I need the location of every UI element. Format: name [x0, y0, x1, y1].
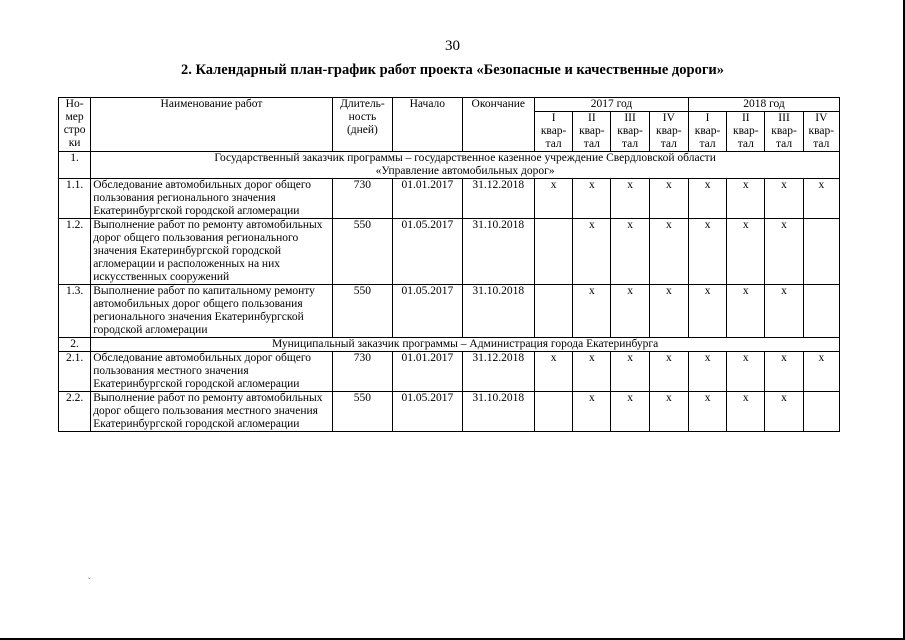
start-date: 01.05.2017	[393, 285, 462, 338]
work-name: Выполнение работ по капитальному ремонту автомобильных дорог общего пользования регионального значения Екатеринбургской городской агломерации	[91, 285, 333, 338]
schedule-table	[58, 97, 840, 432]
table-header	[59, 98, 840, 152]
duration-cell: 550	[332, 219, 392, 285]
duration-cell: 550	[332, 392, 392, 432]
quarter-mark-5: x	[688, 219, 726, 285]
quarter-mark-5: x	[688, 392, 726, 432]
work-name: Обследование автомобильных дорог общего пользования местного значения Екатеринбургской городской агломерации	[91, 352, 333, 392]
document-title: 2. Календарный план-график работ проекта «Безопасные и качественные дороги»	[180, 62, 725, 78]
quarter-mark-6: x	[727, 352, 765, 392]
quarter-header-8: IV квар- тал	[803, 112, 839, 152]
start-date: 01.01.2017	[393, 179, 462, 219]
quarter-mark-3: x	[611, 392, 649, 432]
row-number: 2.2.	[59, 392, 91, 432]
table-row	[59, 285, 840, 338]
quarter-mark-6: x	[727, 285, 765, 338]
work-name: Обследование автомобильных дорог общего пользования регионального значения Екатеринбургской городской агломерации	[91, 179, 333, 219]
work-name: Выполнение работ по ремонту автомобильных дорог общего пользования местного значения Екатеринбургской городской агломерации	[91, 392, 333, 432]
quarter-mark-1: x	[535, 352, 573, 392]
row-number: 1.3.	[59, 285, 91, 338]
row-number: 1.1.	[59, 179, 91, 219]
quarter-header-1: I квар- тал	[535, 112, 573, 152]
section-title: Муниципальный заказчик программы – Администрация города Екатеринбурга	[91, 338, 840, 352]
section-number: 1.	[59, 152, 91, 179]
quarter-mark-2: x	[573, 285, 611, 338]
quarter-mark-6: x	[727, 219, 765, 285]
duration-cell: 550	[332, 285, 392, 338]
end-date: 31.10.2018	[462, 285, 534, 338]
header-start: Начало	[393, 98, 462, 152]
quarter-mark-3: x	[611, 219, 649, 285]
page-number: 30	[445, 38, 460, 54]
start-date: 01.05.2017	[393, 392, 462, 432]
quarter-mark-6: x	[727, 392, 765, 432]
quarter-mark-8: x	[803, 352, 839, 392]
row-number: 2.1.	[59, 352, 91, 392]
header-year-2017: 2017 год	[535, 98, 689, 112]
quarter-mark-2: x	[573, 392, 611, 432]
quarter-mark-5: x	[688, 179, 726, 219]
quarter-mark-4: x	[649, 285, 688, 338]
section-number: 2.	[59, 338, 91, 352]
quarter-mark-8	[803, 392, 839, 432]
section-row	[59, 338, 840, 352]
section-row	[59, 152, 840, 179]
table-row	[59, 219, 840, 285]
quarter-header-2: II квар- тал	[573, 112, 611, 152]
quarter-mark-4: x	[649, 352, 688, 392]
section-title: Государственный заказчик программы – государственное казенное учреждение Свердловской области «Управление автомобильных дорог»	[91, 152, 840, 179]
quarter-mark-3: x	[611, 352, 649, 392]
scan-mark: ˘	[88, 576, 91, 585]
quarter-mark-4: x	[649, 179, 688, 219]
quarter-mark-8	[803, 219, 839, 285]
header-work-name: Наименование работ	[91, 98, 333, 152]
end-date: 31.10.2018	[462, 219, 534, 285]
table-row	[59, 392, 840, 432]
quarter-mark-7: x	[765, 179, 803, 219]
quarter-header-7: III квар- тал	[765, 112, 803, 152]
quarter-mark-8: x	[803, 179, 839, 219]
quarter-mark-3: x	[611, 285, 649, 338]
quarter-mark-3: x	[611, 179, 649, 219]
start-date: 01.05.2017	[393, 219, 462, 285]
quarter-header-5: I квар- тал	[688, 112, 726, 152]
table-row	[59, 179, 840, 219]
quarter-mark-2: x	[573, 352, 611, 392]
quarter-mark-2: x	[573, 179, 611, 219]
table-body	[59, 152, 840, 432]
quarter-header-4: IV квар- тал	[649, 112, 688, 152]
quarter-mark-8	[803, 285, 839, 338]
quarter-mark-6: x	[727, 179, 765, 219]
quarter-mark-1	[535, 285, 573, 338]
quarter-mark-1	[535, 219, 573, 285]
quarter-mark-4: x	[649, 219, 688, 285]
quarter-mark-1: x	[535, 179, 573, 219]
duration-cell: 730	[332, 352, 392, 392]
quarter-mark-7: x	[765, 392, 803, 432]
quarter-mark-1	[535, 392, 573, 432]
row-number: 1.2.	[59, 219, 91, 285]
quarter-header-3: III квар- тал	[611, 112, 649, 152]
duration-cell: 730	[332, 179, 392, 219]
quarter-mark-7: x	[765, 285, 803, 338]
work-name: Выполнение работ по ремонту автомобильных дорог общего пользования регионального значения Екатеринбургской городской агломерации и расположенных на них искусственных сооружений	[91, 219, 333, 285]
header-end: Окончание	[462, 98, 534, 152]
start-date: 01.01.2017	[393, 352, 462, 392]
end-date: 31.10.2018	[462, 392, 534, 432]
table-row	[59, 352, 840, 392]
quarter-mark-2: x	[573, 219, 611, 285]
quarter-mark-5: x	[688, 285, 726, 338]
header-row-number: Но- мер стро ки	[59, 98, 91, 152]
quarter-mark-5: x	[688, 352, 726, 392]
end-date: 31.12.2018	[462, 352, 534, 392]
quarter-mark-4: x	[649, 392, 688, 432]
header-year-2018: 2018 год	[688, 98, 839, 112]
end-date: 31.12.2018	[462, 179, 534, 219]
quarter-mark-7: x	[765, 219, 803, 285]
quarter-header-6: II квар- тал	[727, 112, 765, 152]
quarter-mark-7: x	[765, 352, 803, 392]
header-duration: Длитель- ность (дней)	[332, 98, 392, 152]
